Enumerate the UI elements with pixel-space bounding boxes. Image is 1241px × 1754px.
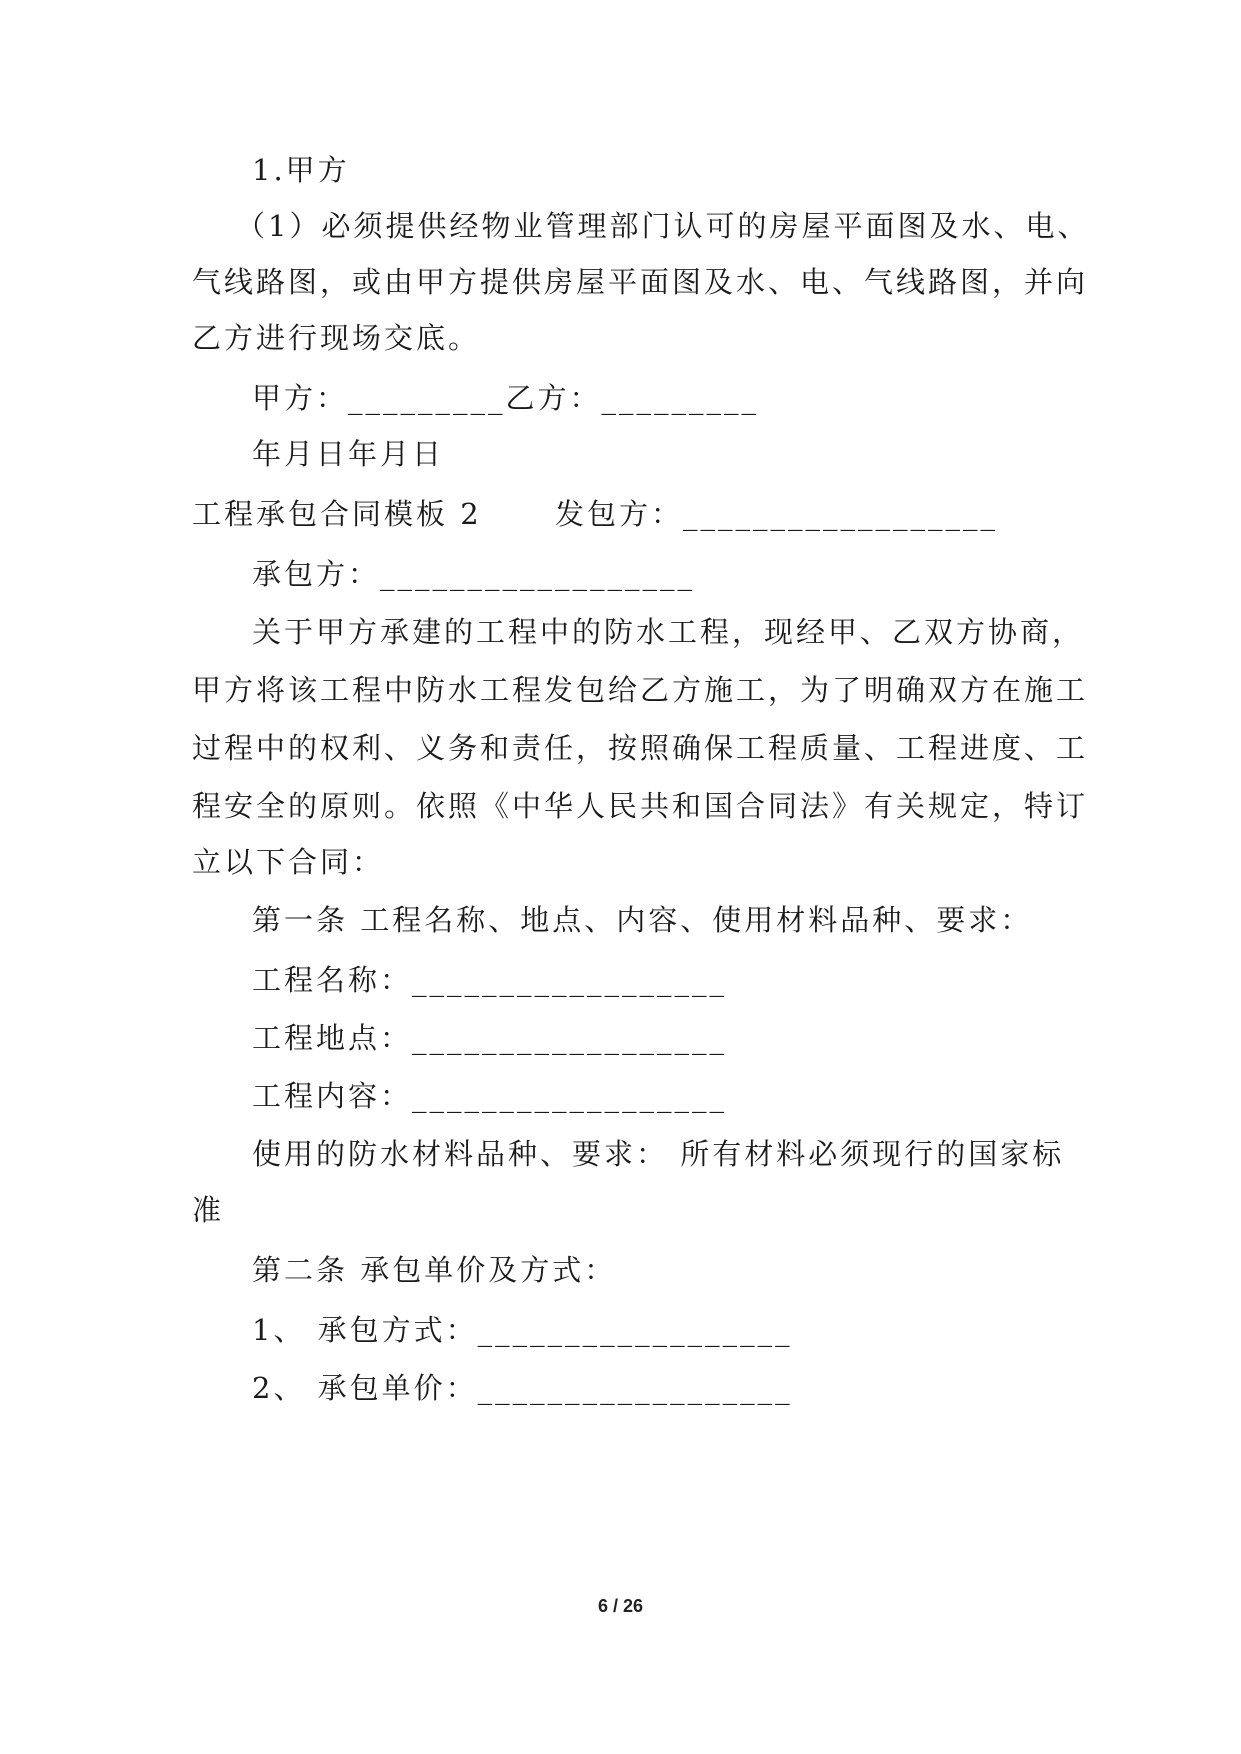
paragraph-line: 程安全的原则。依照《中华人民共和国合同法》有关规定，特订 [192, 789, 1089, 823]
contractor-line: 承包方：__________________ [252, 557, 696, 591]
paragraph-line: 气线路图，或由甲方提供房屋平面图及水、电、气线路图，并向 [192, 265, 1089, 299]
paragraph-line: 使用的防水材料品种、要求： 所有材料必须现行的国家标 [252, 1137, 1065, 1171]
paragraph-line: 准 [192, 1193, 225, 1227]
field-line: 工程名称：__________________ [252, 963, 728, 997]
paragraph-line: 立以下合同： [192, 845, 385, 879]
signature-line: 甲方：_________乙方：_________ [252, 381, 760, 415]
page-number: 6 / 26 [597, 1596, 644, 1616]
section-heading-party-a: 1.甲方 [252, 153, 350, 187]
paragraph-line: 甲方将该工程中防水工程发包给乙方施工，为了明确双方在施工 [192, 673, 1089, 707]
article-heading: 第一条 工程名称、地点、内容、使用材料品种、要求： [252, 903, 1033, 937]
paragraph-line: 乙方进行现场交底。 [192, 321, 481, 355]
contract-title-line: 工程承包合同模板 2 发包方：__________________ [192, 497, 998, 531]
field-line: 工程内容：__________________ [252, 1079, 728, 1113]
field-line: 2、 承包单价：__________________ [252, 1371, 793, 1405]
field-line: 工程地点：__________________ [252, 1021, 728, 1055]
paragraph-line: 关于甲方承建的工程中的防水工程，现经甲、乙双方协商， [252, 615, 1085, 649]
paragraph-line: 过程中的权利、义务和责任，按照确保工程质量、工程进度、工 [192, 731, 1089, 765]
article-heading: 第二条 承包单价及方式： [252, 1253, 617, 1287]
field-line: 1、 承包方式：__________________ [252, 1313, 793, 1347]
paragraph-line: （1）必须提供经物业管理部门认可的房屋平面图及水、电、 [236, 209, 1090, 243]
date-line: 年月日年月日 [252, 437, 445, 471]
